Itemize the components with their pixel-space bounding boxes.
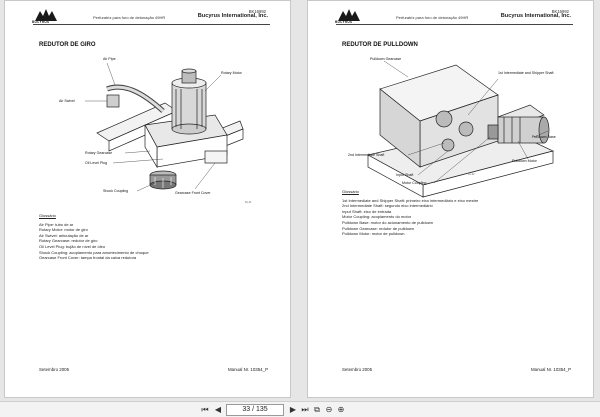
glossary-item: Gearcase Front Cover: tampa frontal da caixa redutora (39, 255, 137, 261)
figure-id: RL-02 (468, 173, 475, 176)
glossary-item: Air Swivel: articulação de ar (39, 232, 89, 238)
label-input-shaft: Input Shaft (396, 173, 414, 177)
logo-text: BUCYRUS (32, 20, 50, 24)
glossary-title: Glossário (39, 213, 56, 218)
previous-page-icon[interactable]: ◀ (214, 405, 222, 414)
glossary-item: Rotary Gearcase: redutor de giro (39, 238, 98, 244)
page-number-input[interactable]: 33 / 135 (226, 404, 284, 416)
footer-manual-number: Manual Nr. 10354_P (530, 367, 571, 372)
label-gearcase-front-cover: Gearcase Front Cover (175, 191, 211, 195)
glossary-item: Pulldown Motor: motor de pulldown (342, 231, 405, 237)
glossary-item: Motor Coupling: acoplamento do motor (342, 214, 412, 220)
figure-id: RL-01 (245, 201, 252, 204)
logo-text: BUCYRUS (335, 20, 353, 24)
doc-number: BK16992 (248, 9, 266, 14)
glossary-item: Rotary Motor: motor de giro (39, 227, 88, 233)
label-air-swivel: Air Swivel (59, 99, 75, 103)
label-air-pipe: Air Pipe (103, 57, 116, 61)
section-title: REDUTOR DE PULLDOWN (342, 42, 418, 48)
label-1st-intermediate-shaft: 1st Intermediate and Shipper Shaft (498, 71, 554, 75)
pulldown-gearcase-drawing (348, 55, 568, 205)
section-title: REDUTOR DE GIRO (39, 42, 96, 48)
doc-subtitle: Perfuratriz para furo de detonação 49HR (93, 15, 166, 20)
label-rotary-gearcase: Rotary Gearcase (85, 151, 113, 155)
document-page-left (4, 0, 291, 398)
glossary-left (39, 213, 149, 261)
label-pulldown-gearcase: Pulldown Gearcase (370, 57, 402, 61)
document-page-right (307, 0, 594, 398)
label-pulldown-motor: Pulldown Motor (512, 159, 537, 163)
glossary-item: Air Pipe: tubo de ar (39, 221, 74, 227)
copy-page-icon[interactable]: ⧉ (314, 405, 320, 414)
glossary-item: Shock Coupling: acoplamento para amortecimento de choque (39, 249, 149, 255)
glossary-item: 1st Intermediate and Shipper Shaft: primeiro eixo intermediário e eixo mestre (342, 197, 479, 203)
glossary-title: Glossário (342, 189, 359, 194)
glossary-item: 2nd Intermediate Shaft: segundo eixo intermediário (342, 203, 433, 209)
footer-date: Setembro 2005 (342, 367, 373, 372)
company-name: Bucyrus International, Inc. (197, 13, 268, 19)
glossary-right (342, 189, 478, 237)
label-motor-coupling: Motor Coupling (402, 181, 427, 185)
label-rotary-motor: Rotary Motor (221, 71, 242, 75)
doc-subtitle: Perfuratriz para furo de detonação 49HR (396, 15, 469, 20)
header-rule (336, 24, 573, 25)
viewer-toolbar (0, 401, 600, 417)
glossary-item: Pulldown Base: motor do acionamento de pulldown (342, 219, 433, 225)
zoom-out-icon[interactable]: ⊖ (325, 405, 333, 414)
last-page-icon[interactable]: ⏭ (301, 405, 309, 414)
label-shock-coupling: Shock Coupling (103, 189, 129, 193)
next-page-icon[interactable]: ▶ (289, 405, 297, 414)
pulldown-gearcase-figure (348, 55, 568, 205)
zoom-in-icon[interactable]: ⊕ (337, 405, 345, 414)
footer-date: Setembro 2005 (39, 367, 70, 372)
label-2nd-intermediate-shaft: 2nd Intermediate Shaft (348, 153, 385, 157)
label-pulldown-base: Pulldown Base (532, 135, 556, 139)
label-oil-level-plug: Oil Level Plug (85, 161, 108, 165)
glossary-item: Pulldown Gearcase: redutor de pulldown (342, 225, 415, 231)
company-name: Bucyrus International, Inc. (500, 13, 571, 19)
rotary-gearcase-figure (45, 55, 265, 205)
doc-number: BK16992 (551, 9, 569, 14)
glossary-item: Input Shaft: eixo de entrada (342, 208, 392, 214)
footer-manual-number: Manual Nr. 10354_P (227, 367, 268, 372)
first-page-icon[interactable]: ⏮ (201, 405, 209, 414)
header-rule (33, 24, 270, 25)
rotary-gearcase-drawing (45, 55, 265, 205)
glossary-item: Oil Level Plug: bujão de nível de óleo (39, 243, 106, 249)
